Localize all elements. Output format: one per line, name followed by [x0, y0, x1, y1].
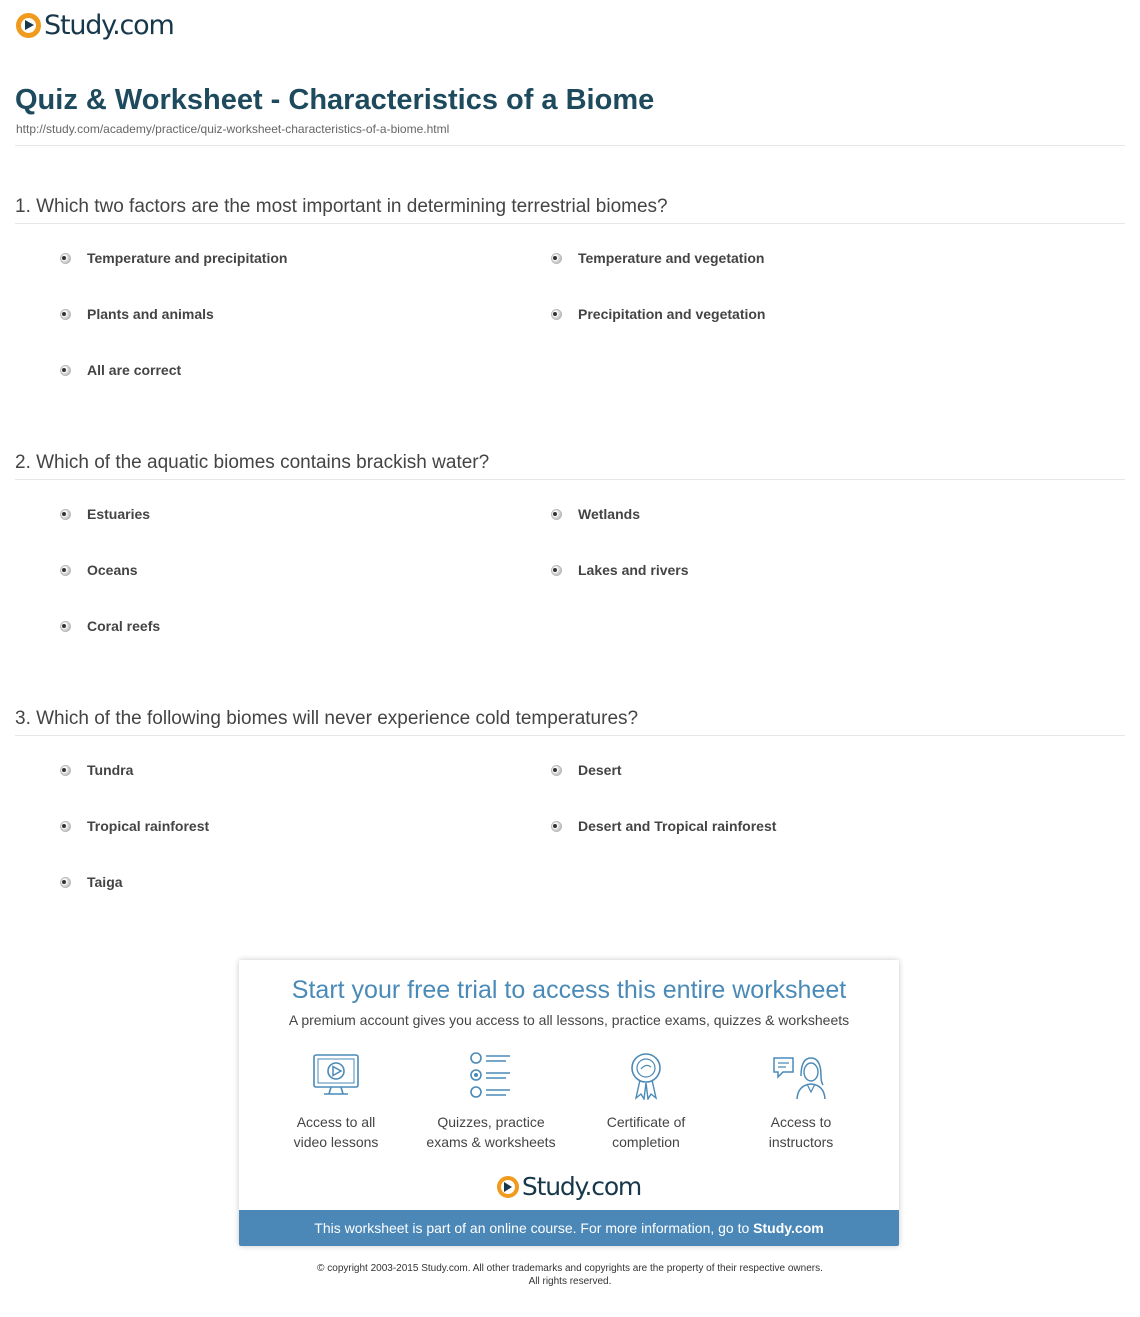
play-logo-icon	[16, 13, 41, 38]
feature-label: Certificate of	[606, 1114, 686, 1130]
answer-option[interactable]: Wetlands	[551, 506, 640, 522]
page-url: http://study.com/academy/practice/quiz-worksheet-characteristics-of-a-biome.html	[16, 122, 450, 136]
promo-bar-text: This worksheet is part of an online course. For more information, go to	[314, 1220, 750, 1236]
promo-title[interactable]: Start your free trial to access this entire worksheet	[291, 976, 847, 1004]
radio-button-icon[interactable]	[60, 877, 71, 888]
radio-button-icon[interactable]	[60, 621, 71, 632]
question-3: 3. Which of the following biomes will never experience cold temperatures?	[15, 708, 639, 729]
feature-instructors	[726, 1052, 876, 1152]
play-logo-icon	[497, 1176, 519, 1198]
radio-button-icon[interactable]	[551, 821, 562, 832]
header-divider	[15, 145, 1125, 146]
copyright-footer	[0, 1262, 1140, 1288]
answer-option[interactable]: Temperature and precipitation	[60, 250, 287, 266]
radio-button-icon[interactable]	[60, 365, 71, 376]
radio-button-icon[interactable]	[60, 253, 71, 264]
feature-quizzes	[416, 1052, 566, 1152]
quiz-list-icon	[466, 1052, 516, 1100]
radio-button-icon[interactable]	[551, 765, 562, 776]
radio-button-icon[interactable]	[60, 821, 71, 832]
answer-option[interactable]: Coral reefs	[60, 618, 160, 634]
answer-option[interactable]: Taiga	[60, 874, 123, 890]
page-title: Quiz & Worksheet - Characteristics of a Biome	[15, 84, 655, 116]
promo-subtitle: A premium account gives you access to all lessons, practice exams, quizzes & worksheets	[288, 1012, 850, 1028]
feature-label: instructors	[768, 1134, 834, 1150]
answer-option[interactable]: Precipitation and vegetation	[551, 306, 765, 322]
promo-study-logo[interactable]	[239, 1174, 899, 1199]
question-divider	[15, 735, 1125, 736]
radio-button-icon[interactable]	[551, 565, 562, 576]
feature-label: Quizzes, practice	[437, 1114, 545, 1130]
video-lesson-icon	[311, 1052, 361, 1100]
answer-option[interactable]: Desert and Tropical rainforest	[551, 818, 776, 834]
study-com-link[interactable]: Study.com	[753, 1220, 824, 1236]
radio-button-icon[interactable]	[551, 309, 562, 320]
radio-button-icon[interactable]	[60, 509, 71, 520]
answer-option[interactable]: Oceans	[60, 562, 138, 578]
free-trial-promo	[239, 960, 899, 1246]
feature-label: Access to	[770, 1114, 832, 1130]
answer-option[interactable]: Tropical rainforest	[60, 818, 209, 834]
radio-button-icon[interactable]	[60, 309, 71, 320]
question-divider	[15, 479, 1125, 480]
promo-info-bar	[239, 1210, 899, 1246]
answer-option[interactable]: Tundra	[60, 762, 133, 778]
answer-option[interactable]: All are correct	[60, 362, 181, 378]
study-logo[interactable]	[16, 10, 174, 40]
radio-button-icon[interactable]	[551, 509, 562, 520]
answer-option[interactable]: Desert	[551, 762, 622, 778]
feature-label: completion	[612, 1134, 680, 1150]
question-divider	[15, 223, 1125, 224]
copyright-line: © copyright 2003-2015 Study.com. All other trademarks and copyrights are the property of their respective owners.	[317, 1263, 823, 1274]
radio-button-icon[interactable]	[551, 253, 562, 264]
answer-option[interactable]: Lakes and rivers	[551, 562, 689, 578]
feature-video-lessons	[261, 1052, 411, 1152]
feature-label: video lessons	[293, 1134, 379, 1150]
feature-label: exams & worksheets	[426, 1134, 556, 1150]
question-2: 2. Which of the aquatic biomes contains brackish water?	[15, 452, 490, 473]
rights-line: All rights reserved.	[528, 1276, 612, 1287]
instructor-icon	[771, 1052, 831, 1100]
answer-option[interactable]: Estuaries	[60, 506, 150, 522]
radio-button-icon[interactable]	[60, 765, 71, 776]
answer-option[interactable]: Plants and animals	[60, 306, 214, 322]
feature-certificate	[571, 1052, 721, 1152]
answer-option[interactable]: Temperature and vegetation	[551, 250, 764, 266]
feature-label: Access to all	[296, 1114, 376, 1130]
logo-text: Study.com	[44, 9, 174, 41]
logo-text: Study.com	[521, 1172, 642, 1201]
radio-button-icon[interactable]	[60, 565, 71, 576]
question-1: 1. Which two factors are the most important in determining terrestrial biomes?	[15, 196, 668, 217]
certificate-icon	[621, 1052, 671, 1100]
